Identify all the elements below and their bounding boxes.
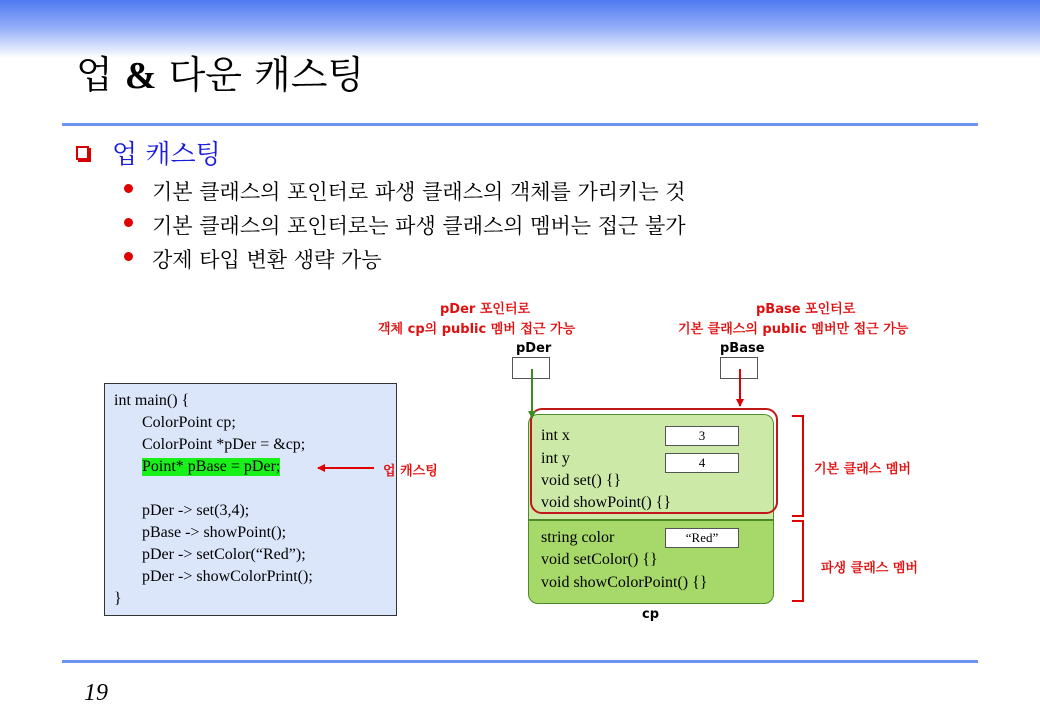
pbase-note-desc: 기본 클래스의 public 멤버만 접근 가능 [678,322,909,337]
upcast-label: 업 캐스팅 [383,464,438,479]
pder-note-desc: 객체 cp의 public 멤버 접근 가능 [378,322,576,337]
member-set: void set() {} [541,472,622,489]
object-label: cp [642,607,660,622]
member-color: string color [541,529,615,546]
pder-note-title: pDer 포인터로 [440,302,531,317]
code-line: ColorPoint cp; [142,414,236,431]
code-line: ColorPoint *pDer = &cp; [142,436,306,453]
member-int-y: int y [541,450,570,467]
title-part1: 업 [76,53,113,97]
code-line: pDer -> setColor(“Red”); [142,546,306,563]
section-heading: 업 캐스팅 [112,140,221,170]
code-line: pBase -> showPoint(); [142,524,287,541]
code-line: pDer -> showColorPrint(); [142,568,313,585]
bullet-item: 기본 클래스의 포인터로 파생 클래스의 객체를 가리키는 것 [152,180,686,204]
code-line: } [114,590,122,607]
base-members-label: 기본 클래스 멤버 [814,462,911,477]
footer-rule [62,660,978,663]
member-showpoint: void showPoint() {} [541,494,672,511]
bullet-item: 강제 타입 변환 생략 가능 [152,248,382,272]
pbase-note-title: pBase 포인터로 [756,302,856,317]
code-line: int main() { [114,392,190,409]
value-color: “Red” [665,528,739,548]
value-x: 3 [665,426,739,446]
member-showcolorpoint: void showColorPoint() {} [541,574,708,591]
value-y: 4 [665,453,739,473]
page-number: 19 [84,680,108,706]
member-int-x: int x [541,427,570,444]
member-setcolor: void setColor() {} [541,551,658,568]
derived-members-label: 파생 클래스 멤버 [821,561,918,576]
title-part2: 다운 캐스팅 [168,53,365,97]
pbase-label: pBase [720,341,765,356]
title-ampersand: & [124,55,157,97]
pder-label: pDer [516,341,552,356]
code-line: pDer -> set(3,4); [142,502,250,519]
bullet-item: 기본 클래스의 포인터로는 파생 클래스의 멤버는 접근 불가 [152,214,686,238]
code-line-highlighted: Point* pBase = pDer; [142,458,281,475]
derived-members-bracket [792,521,803,601]
base-members-bracket [792,416,803,516]
